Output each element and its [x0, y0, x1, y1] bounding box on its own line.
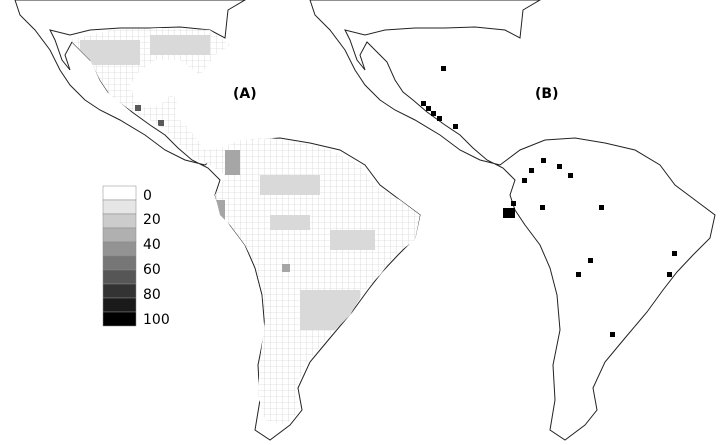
- legend-label-0: 0: [143, 188, 152, 204]
- legend-swatch: [103, 242, 136, 256]
- legend-swatches: [103, 186, 136, 326]
- legend: [103, 186, 170, 328]
- legend-swatch: [103, 312, 136, 326]
- legend-swatch: [103, 200, 136, 214]
- legend-swatch: [103, 256, 136, 270]
- legend-swatch: [103, 186, 136, 200]
- legend-swatch: [103, 228, 136, 242]
- legend-swatch: [103, 270, 136, 284]
- legend-label-100: 100: [143, 312, 170, 328]
- legend-label-40: 40: [143, 237, 161, 253]
- legend-swatch: [103, 284, 136, 298]
- legend-swatch: [103, 298, 136, 312]
- legend-label-60: 60: [143, 262, 161, 278]
- panel-a-label: (A): [233, 86, 257, 102]
- panel-b-label: (B): [535, 86, 559, 102]
- legend-label-80: 80: [143, 287, 161, 303]
- legend-label-20: 20: [143, 212, 161, 228]
- legend-swatch: [103, 214, 136, 228]
